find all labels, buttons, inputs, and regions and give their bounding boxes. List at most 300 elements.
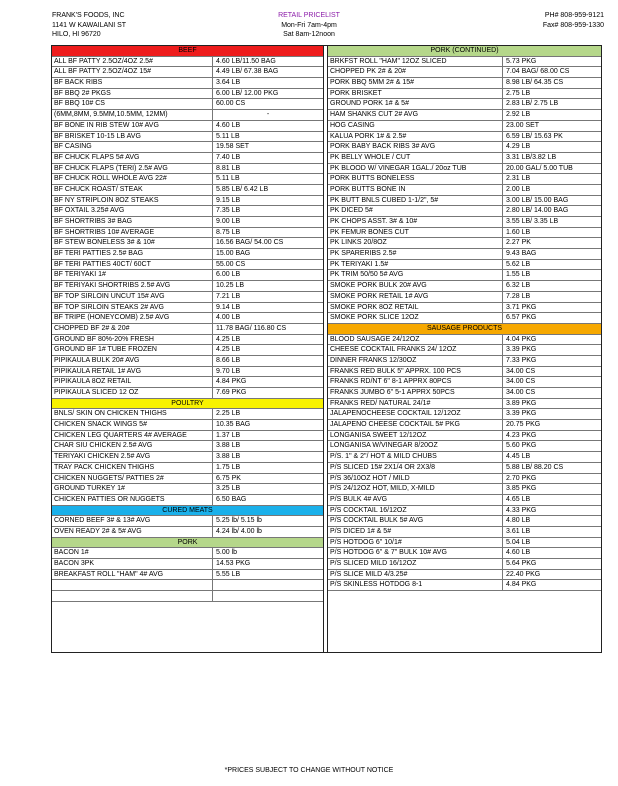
- price-row: [328, 516, 601, 527]
- product-name: [52, 591, 213, 601]
- product-price: 3.39 PKG: [506, 346, 537, 354]
- product-name: TRAY PACK CHICKEN THIGHS: [52, 463, 213, 473]
- product-price: 4.33 PKG: [506, 506, 537, 514]
- price-row: [328, 78, 601, 89]
- product-name: FRANKS RED/ NATURAL 24/1#: [328, 399, 503, 409]
- section-title: PORK: [177, 538, 198, 546]
- product-name: BF CHUCK FLAPS 5# AVG: [52, 153, 213, 163]
- product-name: BF CHUCK FLAPS (TERI) 2.5# AVG: [52, 164, 213, 174]
- price-row: [52, 238, 323, 249]
- price-row: [328, 57, 601, 68]
- product-name: JALAPENOCHEESE COCKTAIL 12/12OZ: [328, 409, 503, 419]
- price-row: [328, 249, 601, 260]
- product-price: 5.73 PKG: [506, 57, 537, 65]
- section-title: BEEF: [178, 47, 197, 54]
- product-price: 7.21 LB: [216, 292, 241, 300]
- product-price: 2.80 LB/ 14.00 BAG: [506, 207, 569, 215]
- product-price: 3.88 LB: [216, 453, 241, 461]
- product-name: DINNER FRANKS 12/30OZ: [328, 356, 503, 366]
- product-name: OVEN READY 2# & 5# AVG: [52, 527, 213, 537]
- product-price: 6.00 LB/ 12.00 PKG: [216, 89, 279, 97]
- price-row: [52, 196, 323, 207]
- product-price: 7.28 LB: [506, 292, 531, 300]
- product-price: 2.83 LB/ 2.75 LB: [506, 100, 559, 108]
- product-price: 5.62 LB: [506, 260, 531, 268]
- product-price: 4.25 LB: [216, 335, 241, 343]
- section-header: [52, 538, 323, 549]
- section-header: [52, 46, 323, 57]
- price-row: [328, 217, 601, 228]
- product-name: BF BBQ 2# PKGS: [52, 89, 213, 99]
- product-name: BF SHORTRIBS 10# AVERAGE: [52, 228, 213, 238]
- product-name: [52, 580, 213, 590]
- product-price: 20.75 PKG: [506, 421, 541, 429]
- product-name: PORK BUTTS BONE IN: [328, 185, 503, 195]
- product-price: 3.00 LB/ 15.00 BAG: [506, 196, 569, 204]
- product-price: 2.25 LB: [216, 410, 241, 418]
- product-price: 11.78 BAG/ 116.80 CS: [216, 324, 287, 332]
- product-price: [213, 580, 323, 590]
- price-row: [52, 559, 323, 570]
- product-name: GROUND BF 80%-20% FRESH: [52, 335, 213, 345]
- price-row: [328, 431, 601, 442]
- product-price: 3.31 LB/3.82 LB: [506, 153, 557, 161]
- price-row: [328, 313, 601, 324]
- price-row: [52, 164, 323, 175]
- price-row: [328, 356, 601, 367]
- product-name: SMOKE PORK SLICE 12OZ: [328, 313, 503, 323]
- price-row: [52, 153, 323, 164]
- price-row: [52, 249, 323, 260]
- product-price: 3.25 LB: [216, 485, 241, 493]
- product-price: 9.70 LB: [216, 367, 241, 375]
- product-name: BNLS/ SKIN ON CHICKEN THIGHS: [52, 409, 213, 419]
- product-name: P/S COCKTAIL 16/12OZ: [328, 506, 503, 516]
- product-price: 60.00 CS: [216, 100, 246, 108]
- product-name: PK CHOPS ASST. 3# & 10#: [328, 217, 503, 227]
- product-price: 4.00 LB: [216, 314, 241, 322]
- product-name: CHEESE COCKTAIL FRANKS 24/ 12OZ: [328, 345, 503, 355]
- product-name: BF STEW BONELESS 3# & 10#: [52, 238, 213, 248]
- product-price: 3.85 PKG: [506, 485, 537, 493]
- product-name: P/S DICED 1# & 5#: [328, 527, 503, 537]
- product-name: ALL BF PATTY 2.5OZ/4OZ 2.5#: [52, 57, 213, 67]
- product-price: 34.00 CS: [506, 378, 536, 386]
- product-price: -: [266, 111, 270, 119]
- product-name: BF TERI PATTIES 2.5# BAG: [52, 249, 213, 259]
- price-row: [328, 238, 601, 249]
- product-name: GROUND TURKEY 1#: [52, 484, 213, 494]
- product-price: 4.84 PKG: [216, 378, 247, 386]
- product-price: 8.66 LB: [216, 356, 241, 364]
- price-row: [328, 206, 601, 217]
- price-row: [328, 580, 601, 591]
- product-name: PORK BRISKET: [328, 89, 503, 99]
- product-price: 7.69 PKG: [216, 389, 247, 396]
- product-name: FRANKS RED BULK 5" APPRX. 100 PCS: [328, 367, 503, 377]
- product-price: 2.00 LB: [506, 185, 531, 193]
- product-price: 5.11 LB: [216, 175, 240, 183]
- product-price: 34.00 CS: [506, 389, 536, 396]
- product-price: 7.33 PKG: [506, 356, 537, 364]
- product-name: BF SHORTRIBS 3# BAG: [52, 217, 213, 227]
- price-row: [328, 110, 601, 121]
- product-price: 2.75 LB: [506, 89, 531, 97]
- product-price: 14.53 PKG: [216, 560, 251, 567]
- product-name: PK LINKS 20/8OZ: [328, 238, 503, 248]
- price-row: [52, 121, 323, 132]
- product-price: 6.57 PKG: [506, 314, 537, 322]
- price-row: [328, 89, 601, 100]
- product-price: 15.00 BAG: [216, 250, 251, 258]
- product-name: BREAKFAST ROLL "HAM" 4# AVG: [52, 570, 213, 580]
- price-row: [328, 335, 601, 346]
- product-price: 1.60 LB: [506, 228, 531, 236]
- product-name: PK BUTT BNLS CUBED 1-1/2", 5#: [328, 196, 503, 206]
- price-row: [328, 164, 601, 175]
- phone-number: PH# 808-959-9121: [544, 12, 604, 19]
- product-price: 4.45 LB: [506, 453, 531, 461]
- price-row: [328, 260, 601, 271]
- price-row: [52, 217, 323, 228]
- price-row: [52, 99, 323, 110]
- product-name: PORK BABY BACK RIBS 3# AVG: [328, 142, 503, 152]
- product-name: P/S SKINLESS HOTDOG 8-1: [328, 580, 503, 590]
- section-header: [52, 399, 323, 410]
- company-street: 1141 W KAWAILANI ST: [52, 21, 127, 29]
- price-row: [52, 110, 323, 121]
- price-row: [52, 313, 323, 324]
- product-price: 19.58 SET: [216, 143, 250, 151]
- price-row: [52, 303, 323, 314]
- product-price: [213, 591, 323, 601]
- price-row: [328, 185, 601, 196]
- product-price: 9.43 BAG: [506, 250, 537, 258]
- product-name: BF BACK RIBS: [52, 78, 213, 88]
- product-name: SMOKE PORK BULK 20# AVG: [328, 281, 503, 291]
- price-row: [52, 335, 323, 346]
- product-name: PK SPARERIBS 2.5#: [328, 249, 503, 259]
- product-price: 5.64 PKG: [506, 560, 537, 567]
- price-row: [52, 57, 323, 68]
- product-name: JALAPENO CHEESE COCKTAIL 5# PKG: [328, 420, 503, 430]
- product-name: BF BBQ 10# CS: [52, 99, 213, 109]
- product-price: 1.55 LB: [506, 271, 531, 279]
- product-price: 10.35 BAG: [216, 421, 251, 429]
- product-price: 4.60 LB: [216, 121, 241, 129]
- price-row: [328, 67, 601, 78]
- product-name: GROUND PORK 1# & 5#: [328, 99, 503, 109]
- product-price: 6.75 PK: [216, 474, 241, 482]
- product-name: PORK BUTTS BONELESS: [328, 174, 503, 184]
- fax-number: Fax# 808-959-1330: [542, 21, 604, 29]
- price-row: [52, 132, 323, 143]
- product-name: PK BLOOD W/ VINEGAR 1GAL./ 20oz TUB: [328, 164, 503, 174]
- product-name: SMOKE PORK RETAIL 1# AVG: [328, 292, 503, 302]
- price-row: [52, 409, 323, 420]
- product-price: 4.60 LB/11.50 BAG: [216, 57, 276, 65]
- price-row: [328, 345, 601, 356]
- product-name: PIPIKAULA RETAIL 1# AVG: [52, 367, 213, 377]
- price-row: [52, 67, 323, 78]
- product-name: PK DICED 5#: [328, 206, 503, 216]
- product-name: BF CASING: [52, 142, 213, 152]
- product-price: 9.14 LB: [216, 303, 241, 311]
- product-name: TERIYAKI CHICKEN 2.5# AVG: [52, 452, 213, 462]
- product-name: BF TERIYAKI SHORTRIBS 2.5# AVG: [52, 281, 213, 291]
- product-name: HOG CASING: [328, 121, 503, 131]
- price-row: [52, 441, 323, 452]
- price-row: [52, 484, 323, 495]
- product-name: BF TRIPE (HONEYCOMB) 2.5# AVG: [52, 313, 213, 323]
- price-row: [328, 292, 601, 303]
- product-name: PK BELLY WHOLE / CUT: [328, 153, 503, 163]
- product-price: 4.24 lb/ 4.00 lb: [216, 527, 262, 535]
- product-price: 55.00 CS: [216, 260, 246, 268]
- product-name: CHICKEN NUGGETS/ PATTIES 2#: [52, 474, 213, 484]
- price-row: [52, 89, 323, 100]
- price-row: [328, 281, 601, 292]
- product-price: 7.40 LB: [216, 153, 241, 161]
- product-price: 10.25 LB: [216, 282, 245, 290]
- price-row: [52, 292, 323, 303]
- product-price: 4.49 LB/ 67.38 BAG: [216, 68, 279, 76]
- product-price: 5.85 LB/ 6.42 LB: [216, 185, 269, 193]
- price-row: [328, 527, 601, 538]
- product-name: P/S SLICE MILD 4/3.25#: [328, 570, 503, 580]
- product-price: 5.25 lb/ 5.15 lb: [216, 517, 262, 525]
- product-price: 3.64 LB: [216, 79, 241, 87]
- product-price: 1.75 LB: [216, 463, 241, 471]
- price-row: [328, 399, 601, 410]
- price-row: [52, 356, 323, 367]
- price-row: [328, 420, 601, 431]
- company-city: HILO, HI 96720: [52, 31, 101, 39]
- product-price: 5.60 PKG: [506, 442, 537, 450]
- product-price: 22.40 PKG: [506, 570, 541, 578]
- product-price: 34.00 CS: [506, 367, 536, 375]
- product-price: 3.39 PKG: [506, 410, 537, 418]
- price-row: [52, 516, 323, 527]
- product-price: 8.75 LB: [216, 228, 241, 236]
- section-title: SAUSAGE PRODUCTS: [426, 324, 503, 332]
- product-price: 3.55 LB/ 3.35 LB: [506, 218, 559, 225]
- price-table: [51, 45, 602, 653]
- price-disclaimer: *PRICES SUBJECT TO CHANGE WITHOUT NOTICE: [224, 767, 394, 774]
- price-row: [328, 228, 601, 239]
- price-row: [328, 548, 601, 559]
- pricelist-header: [0, 11, 618, 40]
- product-name: PORK BBQ 5MM 2# & 15#: [328, 78, 503, 88]
- product-name: P/S COCKTAIL BULK 5# AVG: [328, 516, 503, 526]
- product-name: P/S. 1" & 2"/ HOT & MILD CHUBS: [328, 452, 503, 462]
- left-price-column: [52, 46, 324, 652]
- product-price: 9.00 LB: [216, 218, 241, 225]
- product-price: 8.98 LB/ 64.35 CS: [506, 79, 564, 87]
- product-price: 2.92 LB: [506, 111, 531, 119]
- price-row: [328, 196, 601, 207]
- product-price: 2.31 LB: [506, 175, 531, 183]
- price-row: [52, 270, 323, 281]
- product-price: 5.11 LB: [216, 132, 240, 140]
- price-row: [52, 367, 323, 378]
- section-title: CURED MEATS: [162, 506, 213, 514]
- product-name: BF BONE IN RIB STEW 10# AVG: [52, 121, 213, 131]
- price-row: [52, 527, 323, 538]
- price-row: [52, 78, 323, 89]
- product-name: CHOPPED BF 2# & 20#: [52, 324, 213, 334]
- right-price-column: [328, 46, 601, 652]
- price-row: [328, 452, 601, 463]
- product-price: 4.04 PKG: [506, 335, 537, 343]
- product-price: 4.65 LB: [506, 495, 531, 503]
- price-row: [52, 591, 323, 602]
- pricelist-title: RETAIL PRICELIST: [278, 12, 340, 19]
- price-row: [328, 303, 601, 314]
- product-name: LONGANISA SWEET 12/12OZ: [328, 431, 503, 441]
- price-row: [52, 345, 323, 356]
- product-price: 20.00 GAL/ 5.00 TUB: [506, 164, 573, 172]
- product-price: 6.50 BAG: [216, 495, 247, 503]
- product-name: FRANKS JUMBO 6" 5-1 APPRX 50PCS: [328, 388, 503, 398]
- price-row: [328, 474, 601, 485]
- product-name: PK TRIM 50/50 5# AVG: [328, 270, 503, 280]
- hours-saturday: Sat 8am-12noon: [283, 31, 335, 39]
- product-name: CHAR SIU CHICKEN 2.5# AVG: [52, 441, 213, 451]
- price-row: [328, 441, 601, 452]
- product-name: BF TERIYAKI 1#: [52, 270, 213, 280]
- price-row: [328, 570, 601, 581]
- price-row: [52, 260, 323, 271]
- product-name: P/S SLICED 15# 2X1/4 OR 2X3/8: [328, 463, 503, 473]
- product-name: CORNED BEEF 3# & 13# AVG: [52, 516, 213, 526]
- price-row: [52, 206, 323, 217]
- product-name: PIPIKAULA BULK 20# AVG: [52, 356, 213, 366]
- product-name: P/S HOTDOG 6" & 7" BULK 10# AVG: [328, 548, 503, 558]
- product-price: 5.55 LB: [216, 570, 241, 578]
- price-row: [52, 281, 323, 292]
- product-name: PIPIKAULA 8OZ RETAIL: [52, 377, 213, 387]
- product-price: 6.00 LB: [216, 271, 241, 279]
- price-row: [52, 420, 323, 431]
- product-price: 4.80 LB: [506, 517, 531, 525]
- price-row: [328, 377, 601, 388]
- product-name: CHICKEN PATTIES OR NUGGETS: [52, 495, 213, 505]
- price-row: [328, 559, 601, 570]
- product-price: 4.23 PKG: [506, 431, 537, 439]
- section-header: [328, 46, 601, 57]
- price-row: [328, 506, 601, 517]
- product-price: 3.88 LB: [216, 442, 241, 450]
- product-name: PK TERIYAKI 1.5#: [328, 260, 503, 270]
- price-row: [328, 484, 601, 495]
- product-name: KALUA PORK 1# & 2.5#: [328, 132, 503, 142]
- product-price: 23.00 SET: [506, 121, 540, 129]
- product-price: 8.81 LB: [216, 164, 241, 172]
- price-row: [328, 121, 601, 132]
- product-price: 2.27 PK: [506, 239, 531, 247]
- product-price: 6.59 LB/ 15.63 PK: [506, 132, 563, 140]
- product-name: BACON 1#: [52, 548, 213, 558]
- product-name: P/S BULK 4# AVG: [328, 495, 503, 505]
- price-row: [52, 570, 323, 581]
- price-row: [52, 324, 323, 335]
- product-name: BF OXTAIL 3.25# AVG: [52, 206, 213, 216]
- product-name: P/S HOTDOG 6" 10/1#: [328, 538, 503, 548]
- price-row: [52, 388, 323, 399]
- section-title: PORK (CONTINUED): [430, 47, 499, 54]
- product-name: PIPIKAULA SLICED 12 OZ: [52, 388, 213, 398]
- price-row: [328, 142, 601, 153]
- price-row: [52, 431, 323, 442]
- price-row: [328, 463, 601, 474]
- product-name: HAM SHANKS CUT 2# AVG: [328, 110, 503, 120]
- product-price: 3.89 PKG: [506, 399, 537, 407]
- product-name: BF NY STRIPLOIN 8OZ STEAKS: [52, 196, 213, 206]
- product-name: CHICKEN SNACK WINGS 5#: [52, 420, 213, 430]
- price-row: [328, 538, 601, 549]
- price-row: [328, 174, 601, 185]
- product-name: BF BRISKET 10-15 LB AVG: [52, 132, 213, 142]
- product-name: (6MM,8MM, 9.5MM,10.5MM, 12MM): [52, 110, 213, 120]
- price-row: [328, 153, 601, 164]
- product-name: P/S SLICED MILD 16/12OZ: [328, 559, 503, 569]
- product-price: 7.35 LB: [216, 207, 241, 215]
- price-row: [328, 132, 601, 143]
- price-row: [52, 142, 323, 153]
- price-row: [52, 463, 323, 474]
- price-row: [52, 185, 323, 196]
- section-header: [52, 506, 323, 517]
- product-name: SMOKE PORK 8OZ RETAIL: [328, 303, 503, 313]
- product-name: P/S 36/10OZ HOT / MILD: [328, 474, 503, 484]
- product-name: BRKFST ROLL "HAM" 12OZ SLICED: [328, 57, 503, 67]
- product-name: FRANKS RD/NT 6" 8-1 APPRX 80PCS: [328, 377, 503, 387]
- product-name: BF TERI PATTIES 40CT/ 60CT: [52, 260, 213, 270]
- price-row: [52, 548, 323, 559]
- product-name: BF CHUCK ROLL WHOLE AVG 22#: [52, 174, 213, 184]
- product-name: GROUND BF 1# TUBE FROZEN: [52, 345, 213, 355]
- price-row: [328, 270, 601, 281]
- price-row: [328, 409, 601, 420]
- product-price: 1.37 LB: [216, 431, 241, 439]
- price-row: [52, 495, 323, 506]
- price-row: [52, 452, 323, 463]
- product-price: 3.61 LB: [506, 527, 531, 535]
- product-price: 5.88 LB/ 88.20 CS: [506, 463, 564, 471]
- product-name: CHICKEN LEG QUARTERS 4# AVERAGE: [52, 431, 213, 441]
- product-name: P/S 24/12OZ HOT, MILD, X-MILD: [328, 484, 503, 494]
- product-name: BF CHUCK ROAST/ STEAK: [52, 185, 213, 195]
- price-row: [328, 495, 601, 506]
- hours-weekday: Mon-Fri 7am-4pm: [281, 21, 337, 29]
- price-row: [328, 367, 601, 378]
- company-name: FRANK'S FOODS, INC: [52, 12, 125, 19]
- product-price: 5.04 LB: [506, 538, 531, 546]
- product-price: 4.60 LB: [506, 549, 531, 557]
- product-price: 7.04 BAG/ 68.00 CS: [506, 68, 570, 76]
- product-name: BACON 3PK: [52, 559, 213, 569]
- product-name: BLOOD SAUSAGE 24/12OZ: [328, 335, 503, 345]
- product-name: CHOPPED PK 2# & 20#: [328, 67, 503, 77]
- product-name: ALL BF PATTY 2.5OZ/4OZ 15#: [52, 67, 213, 77]
- product-price: 16.56 BAG/ 54.00 CS: [216, 239, 284, 247]
- product-name: BF TOP SIRLOIN STEAKS 2# AVG: [52, 303, 213, 313]
- price-row: [328, 388, 601, 399]
- section-title: POULTRY: [171, 399, 204, 407]
- product-price: 4.29 LB: [506, 143, 531, 151]
- product-price: 6.32 LB: [506, 282, 531, 290]
